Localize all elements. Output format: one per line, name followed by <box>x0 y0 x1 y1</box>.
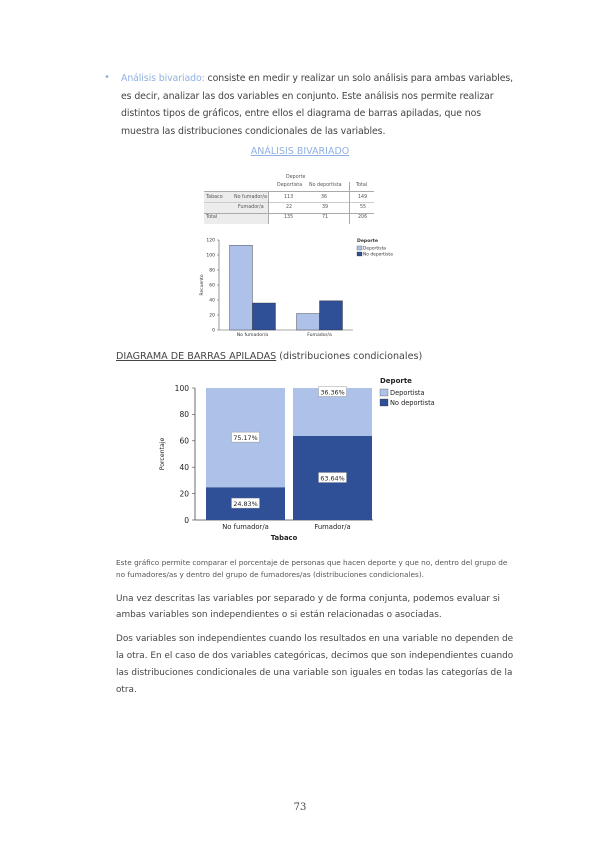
data-label: 36.36% <box>320 388 345 397</box>
data-label: 24.83% <box>233 500 258 509</box>
x-tick-label: Fumador/a <box>307 333 332 338</box>
bullet-dot: • <box>104 72 110 83</box>
y-tick-label: 0 <box>212 328 215 334</box>
clustered-bar-chart <box>195 232 405 342</box>
crosstab-total-label: Total <box>206 215 218 220</box>
stacked-heading-rest: (distribuciones condicionales) <box>276 351 423 362</box>
crosstab-cell: 206 <box>358 215 368 220</box>
crosstab-cell: 55 <box>360 205 367 210</box>
y-axis-title: Porcentaje <box>159 437 166 471</box>
legend-title: Deporte <box>357 239 378 244</box>
stacked-heading-underlined: DIAGRAMA DE BARRAS APILADAS <box>116 351 277 362</box>
crosstab-cell: 71 <box>322 215 329 220</box>
crosstab-group-header: Deporte <box>286 175 306 180</box>
paragraph-3: Dos variables son independientes cuando los resultados en una variable no dependen de la otra. En el caso de dos variables categóricas, decimos que son independientes cuando las distribuciones condicionales de una variable son iguales en todas las categorías de la otra. <box>116 634 514 695</box>
legend-swatch <box>380 389 388 396</box>
crosstab-col-1: Deportista <box>277 183 303 188</box>
crosstab-cell: 113 <box>284 195 294 200</box>
crosstab-cell: 135 <box>284 215 294 220</box>
crosstab-cell: 36 <box>321 195 328 200</box>
crosstab-cell: 22 <box>286 205 293 210</box>
legend-swatch <box>380 399 388 406</box>
section-title: ANÁLISIS BIVARIADO <box>250 146 350 157</box>
y-tick-label: 80 <box>179 410 189 420</box>
x-axis-title: Tabaco <box>270 534 298 542</box>
bar <box>320 301 343 330</box>
x-tick-label: Fumador/a <box>314 523 351 531</box>
stacked-heading <box>116 351 422 362</box>
y-axis-title: Recuento <box>200 274 205 296</box>
y-tick-label: 80 <box>209 268 215 274</box>
y-tick-label: 60 <box>209 283 215 289</box>
intro-paragraph <box>121 70 521 140</box>
y-tick-label: 20 <box>209 313 215 319</box>
y-tick-label: 0 <box>184 515 189 525</box>
y-tick-label: 100 <box>174 383 189 393</box>
crosstab <box>204 174 374 224</box>
bar <box>297 314 320 331</box>
stacked-bar-chart <box>150 372 450 550</box>
crosstab-row-2-label: Fumador/a <box>238 205 264 210</box>
crosstab-cell: 149 <box>358 195 368 200</box>
crosstab-col-2: No deportista <box>309 183 342 188</box>
y-tick-label: 120 <box>206 238 215 244</box>
x-tick-label: No fumador/a <box>222 523 269 531</box>
legend-label: Deportista <box>363 246 387 252</box>
legend-label: Deportista <box>390 389 425 397</box>
legend-swatch <box>357 246 362 250</box>
chart-note: Este gráfico permite comparar el porcentaje de personas que hacen deporte y que no, dentro del grupo de no fumadores/as y dentro del grupo de fumadores/as (distribuciones condicionales). <box>116 558 508 579</box>
crosstab-col-total: Total <box>356 183 368 188</box>
y-tick-label: 60 <box>179 436 189 446</box>
bar <box>230 245 253 330</box>
crosstab-row-1-label: No fumador/a <box>234 195 267 200</box>
intro-text: consiste en medir y realizar un solo análisis para ambas variables, es decir, analizar las dos variables en conjunto. Este análisis nos permite realizar distintos tipos de gráficos, entre ellos el diagrama de barras apiladas, que nos muestra las distribuciones condicionales de las variables. <box>121 73 514 137</box>
legend-swatch <box>357 252 362 256</box>
y-tick-label: 20 <box>179 489 189 499</box>
data-label: 63.64% <box>320 474 345 483</box>
crosstab-var-label: Tabaco <box>206 195 223 200</box>
y-tick-label: 100 <box>206 253 215 259</box>
y-tick-label: 40 <box>179 463 189 472</box>
intro-term: Análisis bivariado: <box>121 73 205 84</box>
crosstab-cell: 39 <box>322 205 329 210</box>
legend-label: No deportista <box>363 252 393 258</box>
legend-label: No deportista <box>390 399 435 407</box>
page-number: 73 <box>293 802 307 813</box>
paragraph-2: Una vez descritas las variables por separado y de forma conjunta, podemos evaluar si ambas variables son independientes o si están relacionadas o asociadas. <box>116 594 500 620</box>
bar <box>253 303 276 330</box>
x-tick-label: No fumador/a <box>236 333 269 338</box>
y-tick-label: 40 <box>209 298 215 304</box>
data-label: 75.17% <box>233 434 258 443</box>
legend-title: Deporte <box>380 377 412 385</box>
